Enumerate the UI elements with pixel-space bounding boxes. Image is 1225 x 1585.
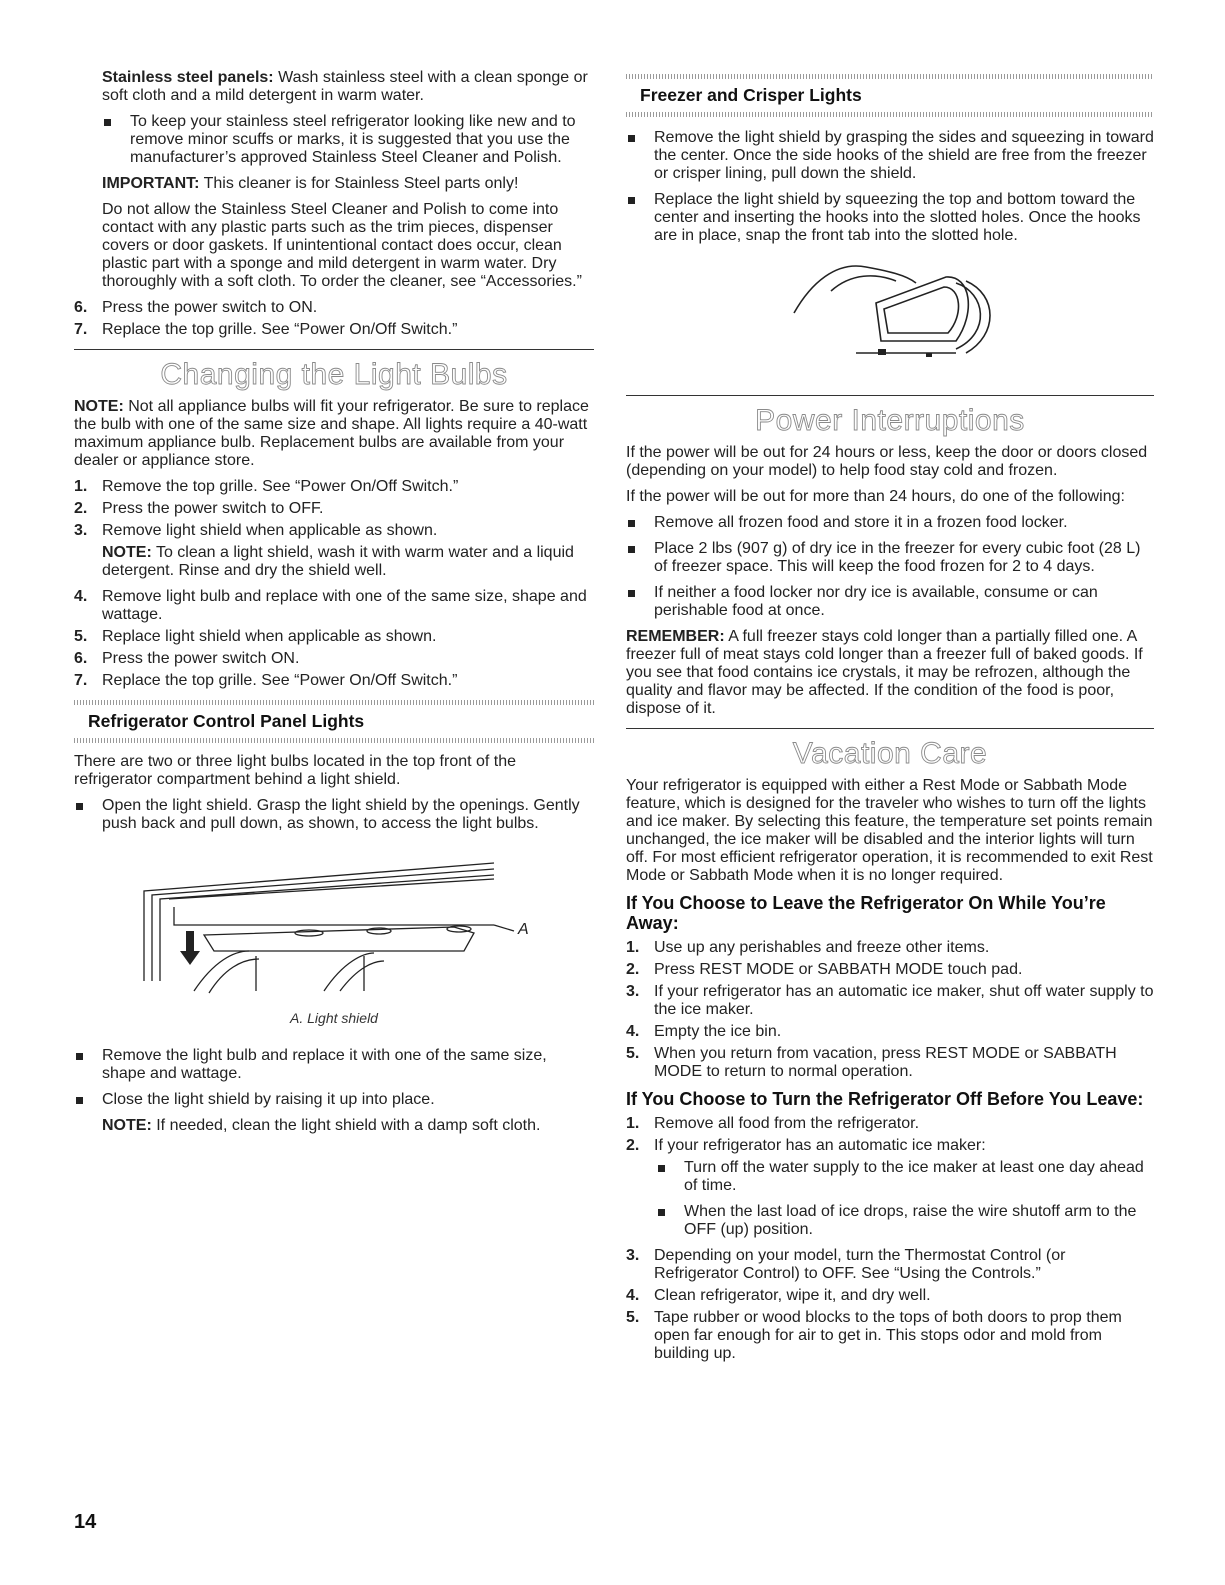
step-text: Empty the ice bin.	[654, 1023, 782, 1040]
remember-label: REMEMBER:	[626, 628, 725, 645]
step-text: Replace light shield when applicable as shown.	[102, 628, 437, 645]
power-bullet: Remove all frozen food and store it in a frozen food locker.	[626, 514, 1154, 532]
changing-bulbs-heading: Changing the Light Bulbs	[160, 358, 508, 391]
subhead-hatch-bottom	[74, 738, 594, 743]
freezer-shield-figure	[626, 253, 1154, 375]
step-text: Remove light shield when applicable as shown.	[102, 522, 438, 539]
step-number: 4.	[626, 1287, 640, 1304]
step-number: 7.	[74, 321, 88, 338]
freezer-crisper-heading: Freezer and Crisper Lights	[640, 85, 862, 105]
step-number: 1.	[626, 939, 640, 956]
control-panel-bullet: Close the light shield by raising it up into place.	[74, 1091, 594, 1109]
step-number: 1.	[626, 1115, 640, 1132]
control-panel-note	[74, 1117, 594, 1135]
left-column	[74, 0, 594, 1135]
step-text: If your refrigerator has an automatic ice maker, shut off water supply to the ice maker.	[654, 983, 1154, 1018]
list-item	[626, 1023, 1154, 1041]
list-item	[626, 961, 1154, 979]
note-label: NOTE:	[74, 398, 124, 415]
figure-caption: A. Light shield	[290, 1010, 378, 1026]
freezer-bullet: Replace the light shield by squeezing the top and bottom toward the center and inserting the hooks into the slotted holes. Once the hooks are in place, snap the front tab into the slotted hole.	[626, 191, 1154, 245]
vacation-care-heading: Vacation Care	[792, 737, 988, 770]
list-item	[74, 500, 594, 518]
sub-bullet: Turn off the water supply to the ice maker at least one day ahead of time.	[656, 1159, 1154, 1195]
turn-off-steps	[626, 1115, 1154, 1363]
step-number: 5.	[74, 628, 88, 645]
leave-on-steps	[626, 939, 1154, 1081]
power-interruptions-heading: Power Interruptions	[755, 404, 1025, 437]
list-item	[74, 588, 594, 624]
step-text: Remove all food from the refrigerator.	[654, 1115, 920, 1132]
control-panel-intro: There are two or three light bulbs located in the top front of the refrigerator compartment behind a light shield.	[74, 753, 517, 788]
list-item	[626, 1287, 1154, 1305]
stainless-caution-paragraph: Do not allow the Stainless Steel Cleaner and Polish to come into contact with any plastic parts such as the trim pieces, dispenser covers or door gaskets. If unintentional contact does occur, clean plastic part with a sponge and mild detergent in warm water. Dry thoroughly with a soft cloth. To order the cleaner, see “Accessories.”	[102, 201, 582, 290]
bulbs-steps	[74, 478, 594, 690]
list-item	[626, 1309, 1154, 1363]
step-number: 2.	[626, 961, 640, 978]
list-item	[74, 650, 594, 668]
section-divider	[626, 395, 1154, 396]
list-item	[626, 983, 1154, 1019]
step-text: Depending on your model, turn the Thermostat Control (or Refrigerator Control) to OFF. See “Using the Controls.”	[654, 1247, 1066, 1282]
step-number: 3.	[74, 522, 88, 539]
figure-label-a: A	[518, 921, 529, 938]
step-number: 7.	[74, 672, 88, 689]
control-panel-bullet: Remove the light bulb and replace it with one of the same size, shape and wattage.	[74, 1047, 594, 1083]
step-number: 5.	[626, 1045, 640, 1062]
step-number: 4.	[74, 588, 88, 605]
stainless-section	[74, 0, 594, 291]
list-item	[626, 939, 1154, 957]
step-number: 3.	[626, 1247, 640, 1264]
list-item	[74, 299, 594, 317]
power-para-2: If the power will be out for more than 24 hours, do one of the following:	[626, 488, 1125, 505]
control-panel-lights-heading: Refrigerator Control Panel Lights	[88, 711, 365, 731]
note-label: NOTE:	[102, 544, 152, 561]
list-item	[74, 628, 594, 646]
list-item	[74, 321, 594, 339]
step-number: 4.	[626, 1023, 640, 1040]
power-bullet: Place 2 lbs (907 g) of dry ice in the freezer for every cubic foot (28 L) of freezer space. This will keep the food frozen for 2 to 4 days.	[626, 540, 1154, 576]
step-number: 2.	[626, 1137, 640, 1154]
step-text: When you return from vacation, press REST MODE or SABBATH MODE to return to normal operation.	[654, 1045, 1117, 1080]
top-steps	[74, 299, 594, 339]
important-paragraph	[102, 175, 594, 193]
list-item	[74, 672, 594, 690]
freezer-shield-illustration	[626, 253, 1154, 375]
step-text: Press the power switch to ON.	[102, 299, 318, 316]
step-number: 1.	[74, 478, 88, 495]
step-text: Remove the top grille. See “Power On/Off Switch.”	[102, 478, 459, 495]
freezer-bullet: Remove the light shield by grasping the sides and squeezing in toward the center. Once the side hooks of the shield are free from the freezer or crisper lining, pull down the shield.	[626, 129, 1154, 183]
step-text: Press REST MODE or SABBATH MODE touch pad.	[654, 961, 1023, 978]
stainless-label: Stainless steel panels:	[102, 69, 274, 86]
ice-maker-sub-list	[626, 1159, 1154, 1239]
page-number: 14	[74, 1511, 97, 1533]
right-column	[626, 0, 1154, 1367]
step-text: If your refrigerator has an automatic ice maker:	[654, 1137, 986, 1154]
vacation-intro: Your refrigerator is equipped with either a Rest Mode or Sabbath Mode feature, which is designed for the traveler who wishes to turn off the lights and ice maker. By selecting this feature, the temperature set points remain unchanged, the ice maker will be disabled and the interior lights will turn off. For most efficient refrigerator operation, it is recommended to exit Rest Mode or Sabbath Mode when it is no longer required.	[626, 777, 1153, 884]
section-divider	[74, 349, 594, 350]
section-divider	[626, 728, 1154, 729]
step-text: Replace the top grille. See “Power On/Off Switch.”	[102, 321, 458, 338]
step-number: 5.	[626, 1309, 640, 1326]
sub-bullet: When the last load of ice drops, raise the wire shutoff arm to the OFF (up) position.	[656, 1203, 1154, 1239]
step-text: Press the power switch ON.	[102, 650, 300, 667]
stainless-bullet: To keep your stainless steel refrigerator looking like new and to remove minor scuffs or marks, it is suggested that you use the manufacturer’s approved Stainless Steel Cleaner and Polish.	[102, 113, 594, 167]
power-para-1: If the power will be out for 24 hours or less, keep the door or doors closed (depending on your model) to help food stay cold and frozen.	[626, 444, 1148, 479]
list-item	[74, 522, 594, 540]
list-item	[626, 1045, 1154, 1081]
stainless-paragraph	[102, 69, 594, 105]
note-text: To clean a light shield, wash it with warm water and a liquid detergent. Rinse and dry the shield well.	[102, 544, 574, 579]
subhead-hatch-bottom	[626, 112, 1154, 117]
step-number: 6.	[74, 299, 88, 316]
important-text: This cleaner is for Stainless Steel parts only!	[199, 175, 519, 192]
step-text: Remove light bulb and replace with one of the same size, shape and wattage.	[102, 588, 587, 623]
step-number: 3.	[626, 983, 640, 1000]
remember-text: A full freezer stays cold longer than a partially filled one. A freezer full of meat stays cold longer than a freezer full of baked goods. If you see that food contains ice crystals, it may be refrozen, although the quality and flavor may be affected. If the condition of the food is poor, dispose of it.	[626, 628, 1143, 717]
step-text: Use up any perishables and freeze other items.	[654, 939, 990, 956]
important-label: IMPORTANT:	[102, 175, 200, 192]
light-shield-figure	[74, 841, 594, 1001]
control-panel-bullet: Open the light shield. Grasp the light shield by the openings. Gently push back and pull down, as shown, to access the light bulbs.	[74, 797, 594, 833]
list-item	[626, 1247, 1154, 1283]
note-text: If needed, clean the light shield with a damp soft cloth.	[151, 1117, 541, 1134]
list-item	[74, 478, 594, 496]
list-item	[626, 1115, 1154, 1133]
list-item	[626, 1137, 1154, 1155]
stainless-text: Wash stainless steel with a clean sponge or soft cloth and a mild detergent in warm water.	[102, 69, 588, 104]
step-text: Replace the top grille. See “Power On/Off Switch.”	[102, 672, 458, 689]
step-text: Tape rubber or wood blocks to the tops of both doors to prop them open far enough for air to get in. This stops odor and mold from building up.	[654, 1309, 1122, 1362]
light-shield-illustration	[74, 841, 594, 1001]
power-bullet: If neither a food locker nor dry ice is available, consume or can perishable food at once.	[626, 584, 1154, 620]
leave-on-heading: If You Choose to Leave the Refrigerator On While You’re Away:	[626, 893, 1106, 933]
bulbs-note	[74, 398, 594, 470]
step-number: 6.	[74, 650, 88, 667]
step-number: 2.	[74, 500, 88, 517]
remember-paragraph	[626, 628, 1154, 718]
turn-off-heading: If You Choose to Turn the Refrigerator Off Before You Leave:	[626, 1089, 1144, 1109]
note-text: Not all appliance bulbs will fit your refrigerator. Be sure to replace the bulb with one of the same size and shape. All lights require a 40-watt maximum appliance bulb. Replacement bulbs are available from your dealer or appliance store.	[74, 398, 589, 469]
note-label: NOTE:	[102, 1117, 152, 1134]
step-text: Clean refrigerator, wipe it, and dry well.	[654, 1287, 931, 1304]
step3-note	[74, 544, 594, 580]
step-text: Press the power switch to OFF.	[102, 500, 324, 517]
